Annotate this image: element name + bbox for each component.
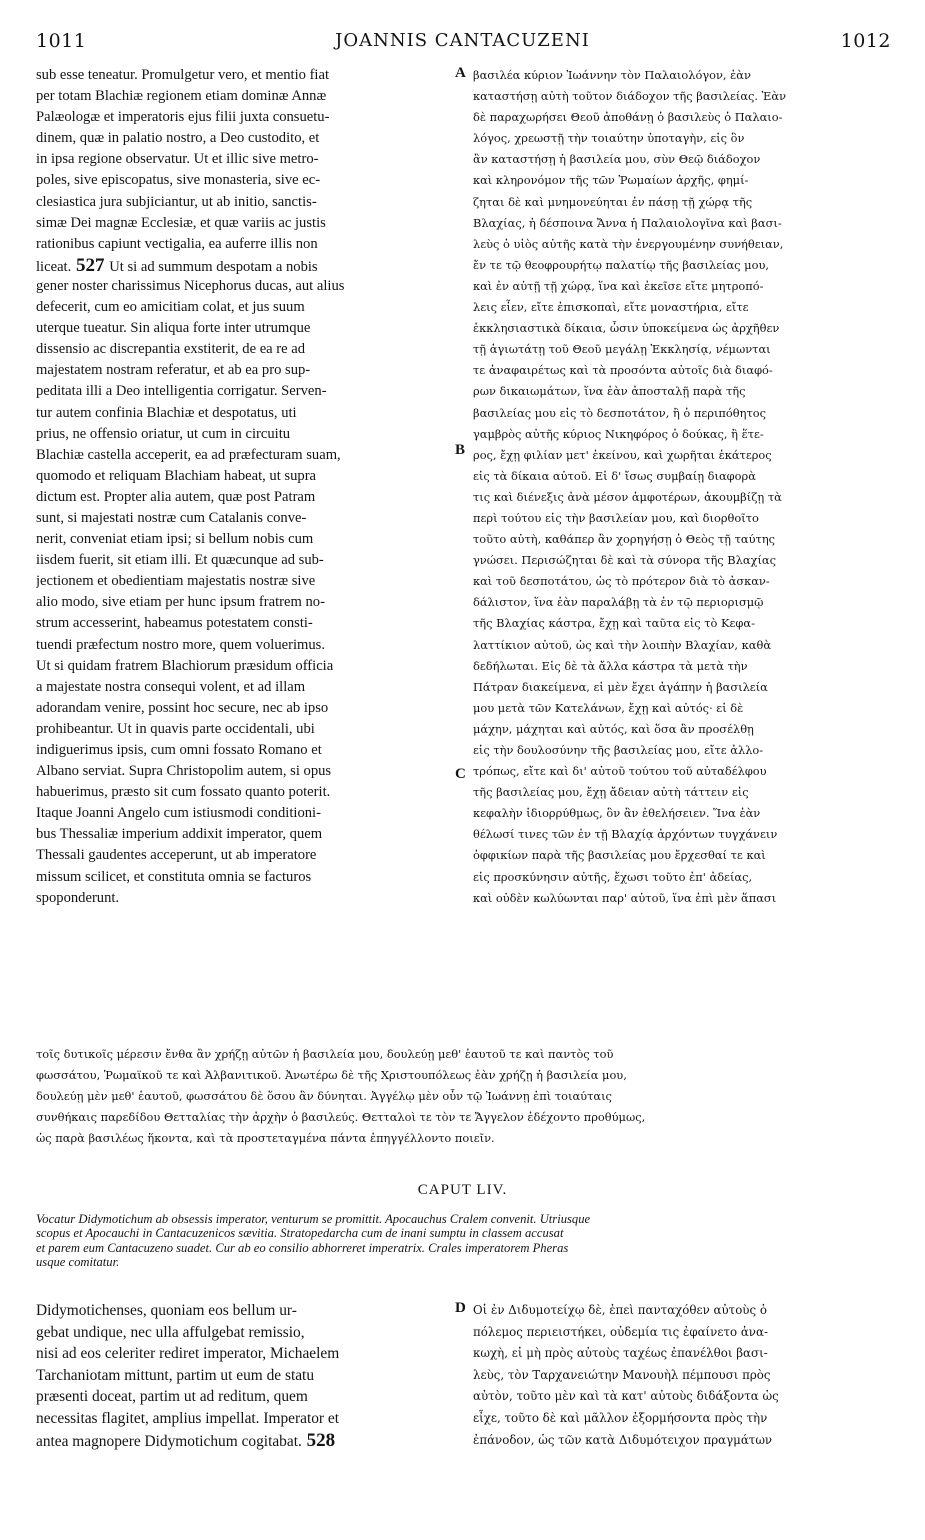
greek-chapter-line: πόλεμος περιειστήκει, οὐδεμία τις ἐφαίνετο ἀνα-	[473, 1324, 768, 1339]
latin-text-line: alio modo, sive etiam per hunc ipsum fratrem no-	[36, 594, 325, 611]
greek-chapter-line: Οἱ ἐν Διδυμοτείχῳ δὲ, ἐπεὶ πανταχόθεν αὐτοὺς ὁ	[473, 1303, 767, 1317]
latin-text-line: per totam Blachiæ regionem etiam dominæ Annæ	[36, 88, 327, 105]
latin-text-line: missum scilicet, et constituta omnia se facturos	[36, 868, 312, 885]
greek-text-line: λεις εἶεν, εἴτε ἐπισκοπαὶ, εἴτε μοναστήρια, εἴτε	[473, 300, 749, 315]
latin-chapter-line: præsenti doceat, partim ut ad reditum, quem	[36, 1388, 308, 1406]
chapter-title: CAPUT LIV.	[417, 1182, 508, 1198]
latin-text-line: Blachiæ castella acceperit, ea ad præfecturam suam,	[36, 446, 341, 463]
section-number-528: 528	[301, 1429, 336, 1451]
latin-text-line: prohibeantur. Ut in quavis parte occidentali, ubi	[36, 720, 315, 737]
greek-full-width-text	[36, 1044, 892, 1149]
latin-column	[36, 65, 452, 909]
latin-chapter-line: gebat undique, nec ulla affulgebat remissio,	[36, 1323, 305, 1341]
greek-text-line: καὶ κληρονόμον τῆς τῶν Ῥωμαίων ἀρχῆς, φημί-	[473, 173, 749, 188]
summary-line: scopus et Apocauchi in Cantacuzenicos sævitia. Stratopedarcha cum de inani sumptu in classem accusat	[36, 1226, 564, 1241]
greek-text-line: ἔν τε τῷ θεοφρουρήτῳ παλατίῳ τῆς βασιλείας μου,	[473, 257, 769, 272]
latin-text-line: iisdem fuerit, sit etiam illi. Et quæcunque ad sub-	[36, 552, 324, 569]
latin-chapter-line: Didymotichenses, quoniam eos bellum ur-	[36, 1302, 297, 1319]
latin-text-line: peditata illi a Deo intelligentia corrigatur. Serven-	[36, 383, 327, 400]
greek-full-text-line: ὡς παρὰ βασιλέως ἥκοντα, καὶ τὰ προστεταγμένα πάντα ἐπηγγέλλοντο ποιεῖν.	[36, 1131, 495, 1146]
greek-chapter-line: ἐπάνοδον, ὡς τῶν κατὰ Διδυμότειχον πραγμάτων	[473, 1432, 773, 1447]
latin-text-line: tur autem confinia Blachiæ et despotatus, uti	[36, 404, 297, 421]
section-marker-a: A	[455, 65, 466, 81]
greek-text-line: τις καὶ διένεξις ἀνὰ μέσον ἀμφοτέρων, ἀκουμβίζῃ τὰ	[473, 489, 782, 504]
greek-text-line: μου μετὰ τῶν Κατελάνων, ἔχῃ καὶ αὐτός· εἰ δὲ	[473, 700, 744, 715]
greek-text-line: τῆς Βλαχίας κάστρα, ἔχῃ καὶ ταῦτα εἰς τὸ Κεφα-	[473, 616, 755, 631]
latin-text-line: liceat. 527 Ut si ad summum despotam a nobis	[36, 254, 318, 276]
greek-text-line: Βλαχίας, ἡ δέσποινα Ἄννα ἡ Παλαιολογῖνα καὶ βασι-	[473, 215, 782, 230]
greek-text-line: ὀφφικίων παρὰ τῆς βασιλείας μου ἔρχεσθαί τε καὶ	[473, 848, 766, 863]
greek-text-line: δάλιστον, ἵνα ἐὰν παραλάβῃ τὰ ἐν τῷ περιορισμῷ	[473, 595, 764, 610]
section-marker-d: D	[455, 1300, 466, 1316]
greek-text-line: ζηται δὲ καὶ μνημονεύηται ἐν πάσῃ τῇ χώρᾳ τῆς	[473, 194, 753, 209]
latin-text-line-continuation: Ut si ad summum despotam a nobis	[109, 258, 318, 275]
latin-chapter-line: nisi ad eos celeriter rediret imperator, Michaelem	[36, 1345, 340, 1363]
greek-text-line: καὶ τοῦ δεσποτάτου, ὡς τὸ πρότερον διὰ τὸ ἀσκαν-	[473, 574, 770, 589]
greek-text-line: λαττίκιον αὐτοῦ, ὡς καὶ τὴν λοιπὴν Βλαχίαν, καθὰ	[473, 637, 772, 652]
greek-text-line: καὶ οὐδὲν κωλύωνται παρ' αὐτοῦ, ἵνα ἐπὶ μὲν ἅπασι	[473, 890, 777, 905]
latin-text-line: a majestate nostra consequi volent, et ad illam	[36, 678, 306, 695]
latin-text-line: Albano serviat. Supra Christopolim autem, si opus	[36, 763, 332, 780]
greek-text-line: τε ἀναφαιρέτως καὶ τὰ προσόντα αὐτοῖς διὰ διαφό-	[473, 363, 773, 378]
latin-text-line: rationibus capiunt vectigalia, ea auferre illis non	[36, 235, 318, 252]
latin-chapter-line: antea magnopere Didymotichum cogitabat. 528	[36, 1429, 336, 1451]
latin-text-line: Ut si quidam fratrem Blachiorum præsidum officia	[36, 657, 334, 674]
greek-text-line: δὲ παραχωρήσει Θεοῦ ἀποθάνῃ ὁ βασιλεὺς ὁ Παλαιο-	[473, 110, 783, 125]
latin-text-line: spoponderunt.	[36, 889, 120, 906]
greek-text-line: γνώσει. Περισώζηται δὲ καὶ τὰ σύνορα τῆς Βλαχίας	[473, 553, 776, 568]
latin-text-line: in ipsa regione observatur. Ut et illic sive metro-	[36, 151, 319, 168]
latin-text-line: sunt, si majestati nostræ cum Catalanis conve-	[36, 509, 307, 526]
greek-text-line: εἰς προσκύνησιν αὐτῆς, ἔχωσι τοῦτο ἐπ' ἀδείας,	[473, 869, 753, 884]
greek-text-line: ρος, ἔχῃ φιλίαν μετ' ἐκείνου, καὶ χωρῆται ἑκάτερος	[473, 447, 772, 462]
greek-text-line: τοῦτο αὐτὴ, καθάπερ ἂν χορηγήσῃ ὁ Θεὸς τῇ ταύτης	[473, 532, 776, 547]
section-marker-b: B	[455, 442, 466, 458]
greek-full-text-line: δουλεύῃ μὲν μεθ' ἑαυτοῦ, φωσσάτου δὲ ὅσου ἂν δύνηται. Ἀγγέλῳ μὲν οὖν τῷ Ἰωάννῃ ἐπὶ τοιαύταις	[36, 1089, 612, 1104]
greek-text-line: βασιλείας μου εἰς τὸ δεσποτάτον, ἢ ὁ περιπόθητος	[473, 405, 766, 420]
latin-text-line: defecerit, cum eo amicitiam colat, et jus suum	[36, 299, 305, 316]
latin-text-line: poles, sive episcopatus, sive monasteria, sive ec-	[36, 172, 321, 189]
greek-chapter-line: λεὺς, τὸν Ταρχανειώτην Μανουὴλ πέμπουσι πρὸς	[473, 1367, 771, 1382]
summary-line: Vocatur Didymotichum ab obsessis imperator, venturum se promittit. Apocauchus Cralem convenit. Utriusque	[36, 1212, 591, 1226]
greek-text-line: καὶ ἐν αὐτῇ τῇ χώρᾳ, ἵνα καὶ ἐκεῖσε εἴτε μητροπό-	[473, 278, 764, 293]
section-number-527: 527	[71, 254, 110, 276]
greek-full-text-line: τοῖς δυτικοῖς μέρεσιν ἔνθα ἂν χρήζῃ αὐτῶν ἡ βασιλεία μου, δουλεύῃ μεθ' ἑαυτοῦ τε καὶ παντὸς τοῦ	[36, 1047, 614, 1061]
greek-text-line: λόγος, χρεωστῇ τὴν τοιαύτην ὑποταγὴν, εἰς ὃν	[473, 131, 745, 146]
greek-text-line: ἐκκλησιαστικὰ δίκαια, ὦσιν ὑποκείμενα ὡς ἀρχῆθεν	[473, 321, 780, 336]
section-marker-c: C	[455, 766, 466, 782]
latin-text-line: Thessali gaudentes acceperunt, ut ab imperatore	[36, 847, 317, 864]
latin-chapter-line: necessitas flagitet, amplius impellat. Imperator et	[36, 1409, 340, 1427]
latin-text-line: Palæologæ et imperatoris ejus filii juxta consuetu-	[36, 109, 330, 126]
chapter-summary	[36, 1212, 892, 1269]
greek-text-line: λεὺς ὁ υἱὸς αὐτῆς κατὰ τὴν ἐνεργουμένην συνήθειαν,	[473, 236, 784, 251]
summary-line: usque comitatur.	[36, 1254, 120, 1269]
latin-text-line: quomodo et reliquam Blachiam habeat, ut supra	[36, 467, 317, 484]
greek-chapter-line: κωχὴ, εἰ μὴ πρὸς αὐτοὺς ταχέως ἐπανέλθοι βασι-	[473, 1346, 768, 1361]
latin-text-line: dictum est. Propter alia autem, quæ post Patram	[36, 488, 316, 505]
latin-text-line: strum accesserint, habeamus potestatem consti-	[36, 615, 313, 632]
latin-text-line: sub esse teneatur. Promulgetur vero, et mentio fiat	[36, 67, 330, 83]
latin-text-line: prius, ne offensio oriatur, ut cum in circuitu	[36, 425, 291, 442]
greek-text-line: τῇ ἁγιωτάτῃ τοῦ Θεοῦ μεγάλῃ Ἐκκλησίᾳ, νέμωνται	[473, 342, 771, 357]
greek-column	[473, 65, 891, 909]
latin-text-line: bus Thessaliæ imperium addixit imperator, quem	[36, 826, 323, 843]
greek-text-line: ρων δικαιωμάτων, ἵνα ἐὰν ἀποσταλῇ παρὰ τῆς	[473, 384, 746, 399]
greek-chapter-line: αὐτὸν, τοῦτο μὲν καὶ τὰ κατ' αὐτοὺς διδάξοντα ὡς	[473, 1389, 779, 1404]
latin-text-line: habuerimus, præsto sit cum fossato quanto poterit.	[36, 784, 331, 801]
right-page-number: 1012	[840, 30, 891, 52]
greek-text-line: γαμβρὸς αὐτῆς κύριος Νικηφόρος ὁ δούκας, ἢ ἕτε-	[473, 426, 764, 441]
latin-text-line: gener noster charissimus Nicephorus ducas, aut alius	[36, 277, 345, 294]
greek-text-line: κεφαλὴν ἰδιορρύθμως, ὃν ἂν ἐθελήσειεν. Ἵνα ἐὰν	[473, 806, 761, 821]
latin-text-line: clesiastica jura subjiciantur, ut ab initio, sanctis-	[36, 193, 317, 210]
greek-text-line: τῆς βασιλείας μου, ἔχῃ ἄδειαν αὐτὴ τάττειν εἰς	[473, 785, 749, 800]
latin-chapter-line: Tarchaniotam mittunt, partim ut eum de statu	[36, 1366, 315, 1384]
greek-chapter-line: εἶχε, τοῦτο δὲ καὶ μᾶλλον ἐξορμήσοντα πρὸς τὴν	[473, 1410, 768, 1425]
greek-text-line: περὶ τούτου εἰς τὴν βασιλείαν μου, καὶ διορθοῖτο	[473, 510, 759, 525]
latin-text-line: simæ Dei magnæ Ecclesiæ, et quæ variis ac justis	[36, 214, 326, 231]
left-page-number: 1011	[36, 30, 87, 52]
latin-text-line: nerit, conveniat etiam ipsi; si bellum nobis cum	[36, 531, 314, 548]
greek-text-line: τρόπως, εἴτε καὶ δι' αὐτοῦ τούτου τοῦ αὐταδέλφου	[473, 764, 767, 779]
latin-text-line: dissensio ac discrepantia exstiterit, de ea re ad	[36, 341, 306, 358]
latin-text-line: Itaque Joanni Angelo cum istiusmodi conditioni-	[36, 805, 321, 822]
latin-text-line: uterque tueatur. Sin aliqua forte inter utrumque	[36, 320, 311, 337]
greek-text-line: Πάτραν διακείμενα, εἰ μὲν ἔχει ἀγάπην ἡ βασιλεία	[473, 679, 768, 694]
summary-line: et parem eum Cantacuzeno suadet. Cur ab eo consilio abhorreret imperatrix. Crales imperatorem Pheras	[36, 1240, 569, 1255]
greek-text-line: εἰς τὴν δουλοσύνην τῆς βασιλείας μου, εἴτε ἀλλο-	[473, 743, 764, 757]
latin-text-line: adorandam venire, possint hoc secure, nec ab ipso	[36, 699, 329, 716]
latin-text-line: majestatem nostram referatur, et ab ea pro sup-	[36, 362, 311, 379]
latin-text-line: dinem, quæ in palatio nostro, a Deo custodito, et	[36, 130, 320, 147]
greek-text-line: ἂν καταστήσῃ ἡ βασιλεία μου, σὺν Θεῷ διάδοχον	[473, 152, 761, 167]
greek-column-chapter	[473, 1300, 891, 1451]
greek-text-line: θέλωσί τινες τῶν ἐν τῇ Βλαχίᾳ ἀρχόντων τυγχάνειν	[473, 827, 778, 842]
latin-text-line: jectionem et obedientiam majestatis nostræ sive	[36, 573, 316, 590]
greek-text-line: καταστήσῃ αὐτὴ τοῦτον διάδοχον τῆς βασιλείας. Ἐὰν	[473, 89, 786, 104]
greek-text-line: βασιλέα κύριον Ἰωάννην τὸν Παλαιολόγον, ἐὰν	[473, 68, 751, 82]
running-title: JOANNIS CANTACUZENI	[335, 30, 590, 51]
greek-text-line: μάχην, μάχηται καὶ αὐτός, καὶ ὅσα ἂν προσέλθῃ	[473, 721, 754, 736]
greek-text-line: εἰς τὰ δίκαια αὐτοῦ. Εἰ δ' ἴσως συμβαίῃ διαφορὰ	[473, 468, 756, 483]
greek-full-text-line: συνθήκαις παρεδίδου Θετταλίας τὴν ἀρχὴν ὁ βασιλεύς. Θετταλοὶ τε τὸν τε Ἄγγελον ἐδέχοντο προθύμως,	[36, 1110, 646, 1125]
greek-text-line: δεδήλωται. Εἰς δὲ τὰ ἄλλα κάστρα τὰ μετὰ τὴν	[473, 658, 748, 673]
latin-column-chapter	[36, 1300, 452, 1451]
latin-text-line: tuendi præfectum nostro more, quem voluerimus.	[36, 636, 325, 653]
latin-text-line: indiguerimus ipsis, cum omni fossato Romano et	[36, 742, 322, 758]
greek-full-text-line: φωσσάτου, Ῥωμαϊκοῦ τε καὶ Ἀλβανιτικοῦ. Ἀνωτέρω δὲ τῆς Χριστουπόλεως ἐὰν χρήζῃ ἡ βασιλεία μου,	[36, 1068, 627, 1083]
